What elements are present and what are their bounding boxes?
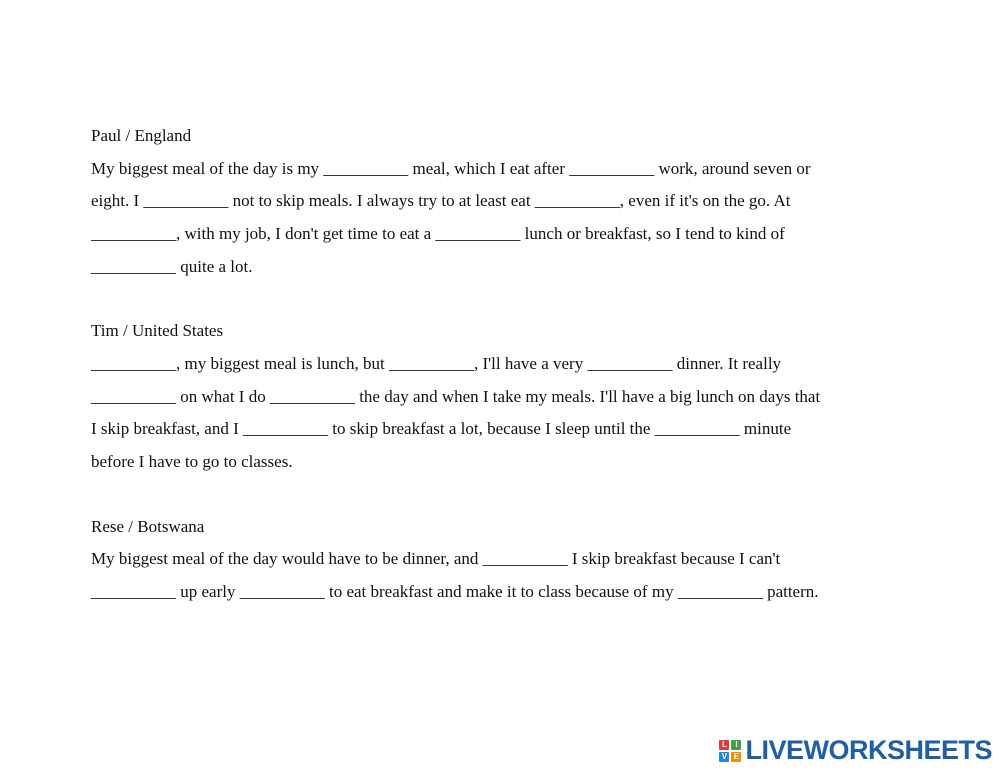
text-line: __________, with my job, I don't get time to eat a __________ lunch or breakfast, so I tend to kind of [91, 223, 785, 243]
section-tim-united-states [91, 315, 941, 478]
worksheet-content [91, 120, 941, 641]
section-paul-england [91, 120, 941, 283]
logo-letter-i: I [731, 740, 741, 750]
section-heading: Paul / England [91, 126, 192, 145]
logo-letter-e: E [731, 752, 741, 762]
section-rese-botswana [91, 511, 941, 609]
text-line: __________, my biggest meal is lunch, but __________, I'll have a very __________ dinner. It really [91, 353, 782, 373]
text-line: before I have to go to classes. [91, 451, 293, 471]
section-heading: Rese / Botswana [91, 516, 205, 536]
text-line: My biggest meal of the day would have to be dinner, and __________ I skip breakfast because I can't [91, 549, 781, 569]
section-heading: Tim / United States [91, 321, 224, 341]
liveworksheets-brand [719, 737, 992, 764]
text-line: __________ quite a lot. [91, 256, 253, 276]
liveworksheets-logo-icon [719, 740, 741, 762]
text-line: __________ up early __________ to eat breakfast and make it to class because of my __________ pattern. [91, 581, 819, 601]
liveworksheets-wordmark: LIVEWORKSHEETS [745, 735, 992, 765]
text-line: __________ on what I do __________ the day and when I take my meals. I'll have a big lunch on days that [91, 386, 821, 406]
text-line: I skip breakfast, and I __________ to skip breakfast a lot, because I sleep until the __________ minute [91, 419, 792, 439]
text-line: eight. I __________ not to skip meals. I always try to at least eat __________, even if it's on the go. At [91, 191, 791, 211]
text-line: My biggest meal of the day is my __________ meal, which I eat after __________ work, around seven or [91, 158, 811, 178]
logo-letter-l: L [719, 740, 729, 750]
logo-letter-v: V [719, 752, 729, 762]
